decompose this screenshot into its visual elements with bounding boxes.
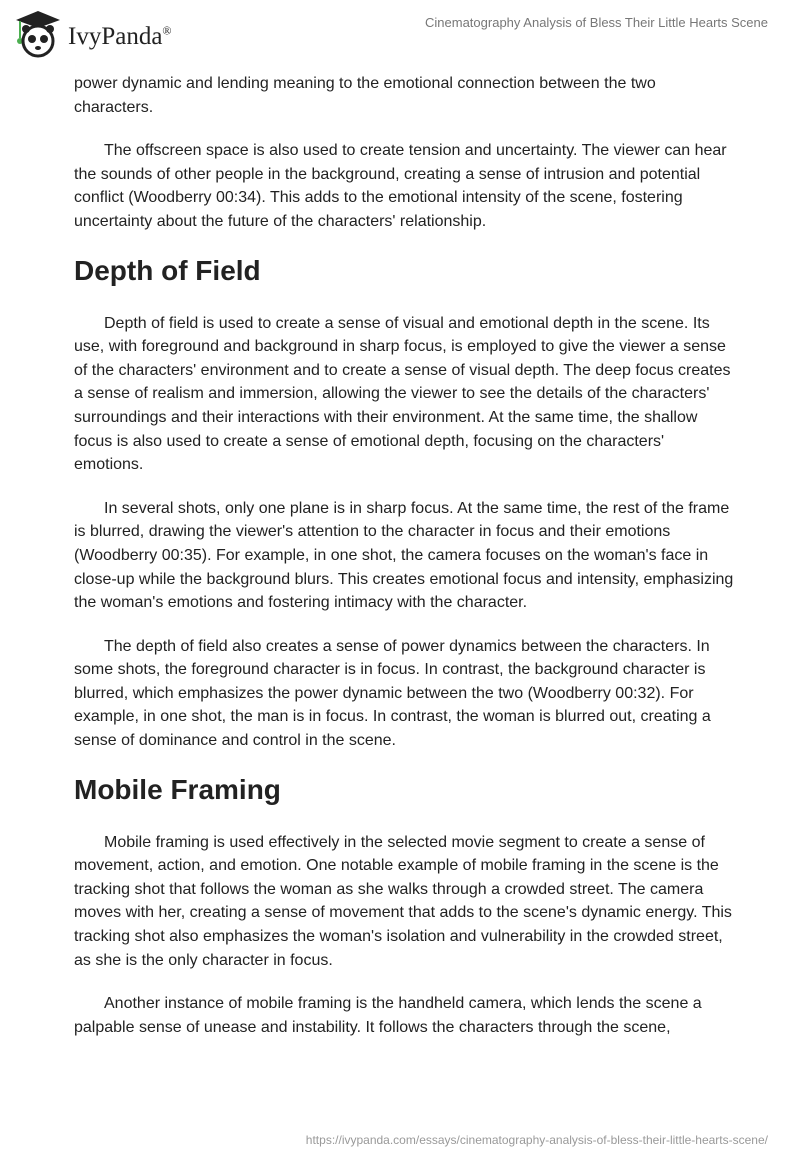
paragraph: Mobile framing is used effectively in the selected movie segment to create a sense of movement, action, and emotion. One notable example of mobile framing in the scene is the tracking shot that follows the woman as she walks through a crowded street. The camera moves with her, creating a sense of movement that adds to the scene's dynamic energy. This tracking shot also emphasizes the woman's isolation and vulnerability in the crowded street, as she is the only character in focus. bbox=[74, 833, 732, 969]
paragraph: Another instance of mobile framing is the handheld camera, which lends the scene a palpable sense of unease and instability. It follows the characters through the scene, bbox=[74, 995, 702, 1036]
paragraph: power dynamic and lending meaning to the emotional connection between the two characters. bbox=[74, 75, 656, 116]
panda-graduate-icon bbox=[12, 8, 64, 58]
source-url[interactable]: https://ivypanda.com/essays/cinematography-analysis-of-bless-their-little-hearts-scene/ bbox=[305, 1133, 768, 1147]
paragraph: The offscreen space is also used to create tension and uncertainty. The viewer can hear the sounds of other people in the background, creating a sense of intrusion and potential conflict (Woodberry 00:34). This adds to the emotional intensity of the scene, fostering uncertainty about the future of the characters' relationship. bbox=[74, 142, 727, 230]
document-title: Cinematography Analysis of Bless Their Little Hearts Scene bbox=[425, 15, 768, 30]
section-heading-mobile-framing: Mobile Framing bbox=[74, 773, 281, 805]
paragraph: In several shots, only one plane is in sharp focus. At the same time, the rest of the frame is blurred, drawing the viewer's attention to the character in focus and their emotions (Woodberry 00:35). For example, in one shot, the camera focuses on the woman's face in close-up while the background blurs. This creates emotional focus and intensity, emphasizing the woman's emotions and fostering intimacy with the character. bbox=[74, 499, 734, 612]
section-heading-depth-of-field: Depth of Field bbox=[74, 254, 261, 286]
essay-content bbox=[74, 72, 736, 1059]
logo-text: IvyPanda® bbox=[68, 23, 172, 50]
header bbox=[0, 0, 800, 60]
paragraph: Depth of field is used to create a sense of visual and emotional depth in the scene. Its use, with foreground and background in sharp focus, is employed to give the viewer a sense of the characters' environment and to create a sense of visual depth. The deep focus creates a sense of realism and immersion, allowing the viewer to see the details of the characters' surroundings and their interactions with their environment. At the same time, the shallow focus is also used to create a sense of emotional depth, focusing on the characters' emotions. bbox=[74, 314, 731, 474]
ivypanda-logo[interactable] bbox=[12, 8, 172, 58]
paragraph: The depth of field also creates a sense of power dynamics between the characters. In some shots, the foreground character is in focus. In contrast, the background character is blurred, which emphasizes the power dynamic between the two (Woodberry 00:32). For example, in one shot, the man is in focus. In contrast, the woman is blurred out, creating a sense of dominance and control in the scene. bbox=[74, 637, 711, 750]
